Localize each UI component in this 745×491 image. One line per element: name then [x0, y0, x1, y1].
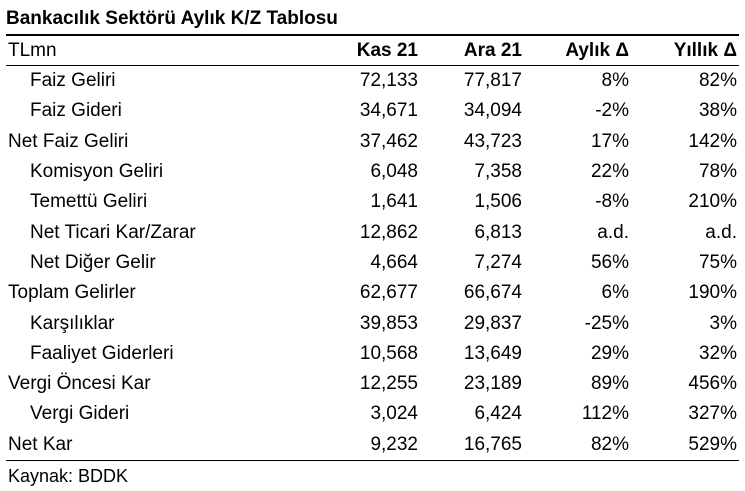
- pl-table: [6, 34, 739, 461]
- row-label: Net Ticari Kar/Zarar: [30, 221, 196, 243]
- column-header-kas: Kas 21: [316, 35, 420, 66]
- table-row: [6, 399, 739, 429]
- row-label: Net Diğer Gelir: [30, 251, 156, 273]
- row-label: Komisyon Geliri: [30, 161, 164, 183]
- cell-ara: 6,813: [474, 221, 522, 243]
- cell-aylik: 89%: [590, 373, 629, 395]
- cell-yillik: 529%: [631, 430, 739, 461]
- row-label: Toplam Gelirler: [8, 282, 136, 304]
- cell-ara: 7,274: [474, 251, 522, 273]
- cell-kas: 72,133: [359, 70, 418, 92]
- table-row: [6, 369, 739, 399]
- cell-kas: 12,862: [359, 221, 418, 243]
- cell-ara: 16,765: [420, 430, 524, 461]
- cell-yillik: 82%: [698, 70, 737, 92]
- row-label: Faiz Geliri: [30, 70, 116, 92]
- source-note: Kaynak: BDDK: [8, 465, 129, 486]
- column-header-ara: Ara 21: [420, 35, 524, 66]
- cell-kas: 1,641: [370, 191, 418, 213]
- table-title: Bankacılık Sektörü Aylık K/Z Tablosu: [6, 8, 338, 29]
- table-row: [6, 430, 739, 461]
- cell-ara: 6,424: [474, 403, 522, 425]
- table-row: [6, 278, 739, 308]
- cell-kas: 62,677: [359, 282, 418, 304]
- table-row: [6, 248, 739, 278]
- cell-ara: 34,094: [463, 100, 522, 122]
- cell-ara: 23,189: [463, 373, 522, 395]
- cell-aylik: 29%: [590, 342, 629, 364]
- cell-yillik: 456%: [688, 373, 737, 395]
- cell-aylik: 56%: [590, 251, 629, 273]
- table-row: [6, 339, 739, 369]
- cell-kas: 10,568: [359, 342, 418, 364]
- document-page: [6, 4, 739, 491]
- cell-yillik: 327%: [688, 403, 737, 425]
- cell-ara: 29,837: [463, 312, 522, 334]
- cell-aylik: 6%: [601, 282, 629, 304]
- cell-ara: 43,723: [463, 130, 522, 152]
- cell-yillik: a.d.: [705, 221, 737, 243]
- cell-kas: 3,024: [370, 403, 418, 425]
- cell-ara: 66,674: [463, 282, 522, 304]
- cell-yillik: 75%: [698, 251, 737, 273]
- column-header-yillik: Yıllık Δ: [631, 35, 739, 66]
- cell-aylik: 82%: [524, 430, 631, 461]
- row-label: Net Faiz Geliri: [8, 130, 129, 152]
- cell-aylik: -25%: [584, 312, 629, 334]
- cell-ara: 7,358: [474, 161, 522, 183]
- cell-kas: 9,232: [316, 430, 420, 461]
- header-row: [6, 35, 739, 66]
- cell-kas: 6,048: [370, 161, 418, 183]
- row-label: Karşılıklar: [30, 312, 115, 334]
- cell-ara: 13,649: [463, 342, 522, 364]
- cell-yillik: 38%: [698, 100, 737, 122]
- cell-aylik: 17%: [590, 130, 629, 152]
- cell-aylik: 8%: [601, 70, 629, 92]
- cell-yillik: 3%: [709, 312, 737, 334]
- cell-yillik: 190%: [688, 282, 737, 304]
- cell-yillik: 32%: [698, 342, 737, 364]
- column-header-aylik: Aylık Δ: [524, 35, 631, 66]
- cell-kas: 37,462: [359, 130, 418, 152]
- row-label: Vergi Öncesi Kar: [8, 373, 151, 395]
- cell-ara: 77,817: [463, 70, 522, 92]
- column-header-label: TLmn: [6, 35, 316, 66]
- table-row: [6, 217, 739, 247]
- cell-yillik: 78%: [698, 161, 737, 183]
- cell-aylik: 112%: [581, 403, 629, 425]
- table-row: [6, 157, 739, 187]
- row-label: Temettü Geliri: [30, 191, 148, 213]
- cell-kas: 34,671: [359, 100, 418, 122]
- cell-kas: 4,664: [370, 251, 418, 273]
- table-row: [6, 187, 739, 217]
- table-row: [6, 308, 739, 338]
- row-label: Net Kar: [6, 430, 316, 461]
- cell-kas: 12,255: [359, 373, 418, 395]
- cell-ara: 1,506: [474, 191, 522, 213]
- cell-aylik: a.d.: [597, 221, 629, 243]
- cell-yillik: 142%: [688, 130, 737, 152]
- row-label: Faaliyet Giderleri: [30, 342, 174, 364]
- cell-aylik: -2%: [595, 100, 629, 122]
- cell-yillik: 210%: [688, 191, 737, 213]
- row-label: Faiz Gideri: [30, 100, 122, 122]
- table-row: [6, 96, 739, 126]
- table-row: [6, 127, 739, 157]
- cell-aylik: 22%: [590, 161, 629, 183]
- cell-kas: 39,853: [359, 312, 418, 334]
- cell-aylik: -8%: [595, 191, 629, 213]
- row-label: Vergi Gideri: [30, 403, 130, 425]
- table-row: [6, 66, 739, 97]
